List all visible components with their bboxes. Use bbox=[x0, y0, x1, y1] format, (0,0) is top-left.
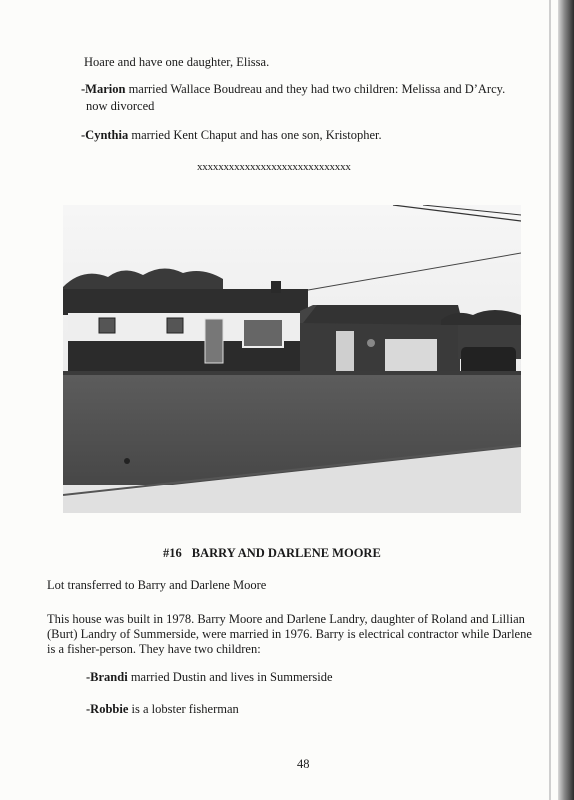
robbie-text: is a lobster fisherman bbox=[128, 702, 239, 716]
line-robbie bbox=[86, 702, 239, 717]
section-heading bbox=[163, 546, 381, 561]
line-brandi bbox=[86, 670, 333, 685]
name-brandi: -Brandi bbox=[86, 670, 128, 684]
cynthia-text: married Kent Chaput and has one son, Kristopher. bbox=[128, 128, 382, 142]
page-number: 48 bbox=[297, 757, 310, 771]
paragraph-line-1: This house was built in 1978. Barry Moore and Darlene Landry, daughter of Roland and Lillian bbox=[47, 612, 525, 626]
section-title: BARRY AND DARLENE MOORE bbox=[191, 546, 381, 560]
brandi-text: married Dustin and lives in Summerside bbox=[127, 670, 333, 684]
paragraph-line-3: is a fisher-person. They have two children: bbox=[47, 642, 261, 656]
name-marion: -Marion bbox=[81, 82, 126, 96]
section-number: #16 bbox=[163, 546, 182, 560]
name-robbie: -Robbie bbox=[86, 702, 129, 716]
page-edge-line bbox=[549, 0, 551, 800]
line-cynthia bbox=[81, 128, 382, 143]
house-photo bbox=[63, 205, 521, 513]
line-marion-2: now divorced bbox=[86, 99, 155, 113]
name-cynthia: -Cynthia bbox=[81, 128, 129, 142]
separator-line: xxxxxxxxxxxxxxxxxxxxxxxxxxxxx bbox=[197, 161, 351, 173]
binding-shadow bbox=[558, 0, 574, 800]
marion-text: married Wallace Boudreau and they had two children: Melissa and D’Arcy. bbox=[125, 82, 506, 96]
paragraph-line-2: (Burt) Landry of Summerside, were married in 1976. Barry is electrical contractor while Darlene bbox=[47, 627, 532, 641]
line-marion bbox=[81, 82, 505, 97]
line-elissa: Hoare and have one daughter, Elissa. bbox=[84, 55, 270, 69]
lot-transfer-line: Lot transferred to Barry and Darlene Moore bbox=[47, 578, 267, 592]
